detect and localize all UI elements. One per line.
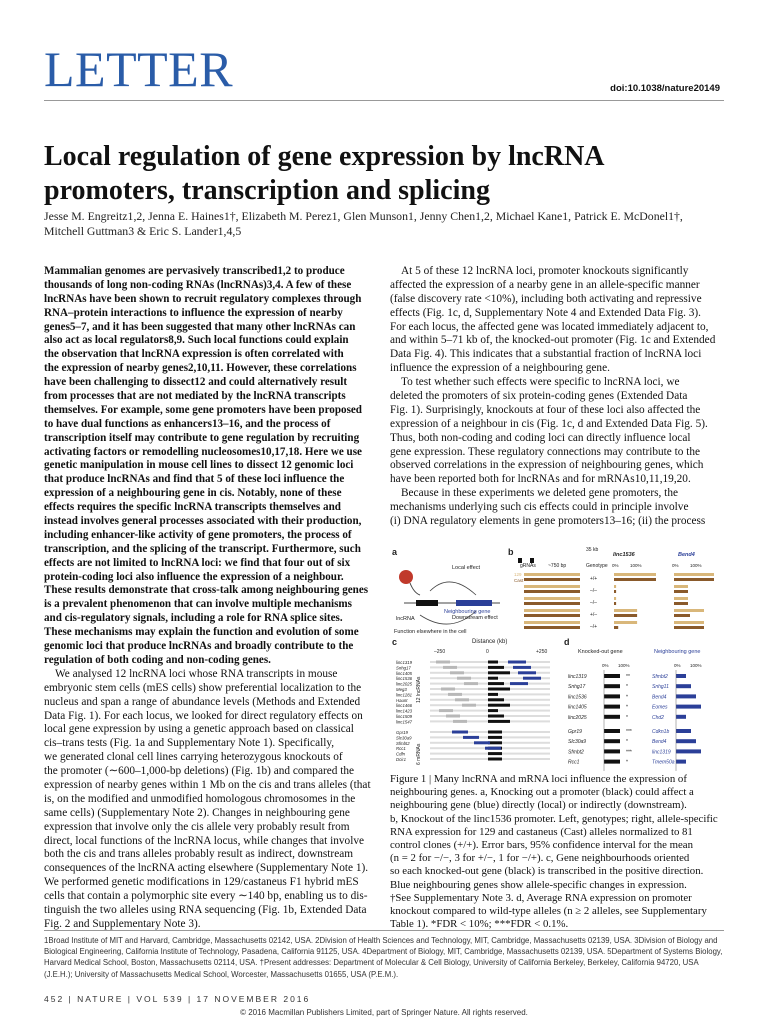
caption-line: (n = 2 for −/−, 3 for +/−, 1 for −/+). c, Gene neighbourhoods oriented (390, 852, 690, 865)
affiliation-line: Harvard Medical School, Boston, Massachusetts 02114, USA. †Present addresses: Department of Molecular & Cell Biology, University of California Berkeley, Berkeley, California 94720, USA (44, 958, 699, 968)
affiliation-line: 1Broad Institute of MIT and Harvard, Cambridge, Massachusetts 02142, USA. 2Division of Health Sciences and Technology, MIT, Cambridge, Massachusetts 02139, USA. 3Division of Biology and (44, 936, 718, 945)
neighbour-expression-bar (676, 760, 686, 764)
mrna-locus-label: Dcir1 (396, 757, 407, 762)
axis-tick-label: 100% (690, 563, 702, 568)
knocked-out-expression-bar (604, 684, 620, 688)
knocked-out-gene-name: Slc30a9 (568, 739, 587, 746)
axis-tick-label: 0% (612, 563, 619, 568)
caption-line: control clones (+/+). Error bars, 95% confidence interval for the mean (390, 838, 693, 851)
distance-tick: 0 (486, 649, 489, 655)
caption-line: Table 1). *FDR < 10%; ***FDR < 0.1%. (390, 918, 569, 931)
lncrna-locus-label: linc1423 (396, 708, 413, 714)
expression-bar-cast (614, 590, 616, 593)
knocked-out-gene-block (488, 677, 498, 680)
abstract-line: genes5–7, and it has been suggested that many other lncRNAs can (44, 320, 356, 333)
neighbour-expression-bar (676, 715, 686, 719)
body-line: gene expression. These regulatory connections may contribute to the (390, 445, 701, 458)
body-line: nucleus and span a range of abundance levels (Methods and Extended (44, 695, 361, 708)
abstract-line: themselves. For example, some gene promoters have been proposed (44, 403, 362, 416)
knocked-out-expression-bar (604, 705, 620, 709)
abstract-line: lncRNAs have been shown to recruit regulatory complexes through (44, 292, 362, 305)
body-line: is, on the modified and unmodified homologous chromosomes in the (44, 792, 356, 805)
caption-line: neighbouring gene (blue) directly (local) or indirectly (downstream). (390, 799, 687, 812)
neighbour-gene-block (446, 715, 460, 718)
abstract-line: regulation of both coding and non-coding genes. (44, 653, 271, 666)
body-line: affected the expression of a nearby gene in an allele-specific manner (390, 278, 700, 291)
genotype-value: +/+ (590, 576, 598, 582)
figure-1-graphic (390, 543, 720, 773)
body-line: and within 5–71 kb of, the knocked-out promoter (Fig. 1c and Extended (390, 334, 716, 347)
abstract-line: and cis-regulatory signals, including a role for RNA splice sites. (44, 612, 343, 625)
distance-tick: –250 (434, 649, 446, 655)
body-line: deleted the promoters of six protein-coding genes (Extended Data (390, 390, 688, 403)
neighbour-expression-bar (676, 729, 691, 733)
body-line: At 5 of these 12 lncRNA loci, promoter knockouts significantly (401, 265, 689, 277)
knocked-out-gene-block (488, 666, 504, 669)
author-line: Jesse M. Engreitz1,2, Jenna E. Haines1†, Elizabeth M. Perez1, Glen Munson1, Jenny Chen1,2, Michael Kane1, Patrick E. McDonel1†, (44, 209, 683, 223)
neighbouring-gene-header: Neighbouring gene (654, 649, 701, 655)
lncrna-locus-label: linc1281 (396, 692, 413, 698)
body-line: We performed genetic modifications in 129/castaneus F1 hybrid mES (44, 876, 359, 889)
knocked-out-gene-name: linc1536 (568, 694, 587, 701)
knocked-out-expression-bar (604, 749, 620, 753)
mrna-locus-label: Slc30a9 (396, 735, 412, 741)
page-footer: 452 | NATURE | VOL 539 | 17 NOVEMBER 2016 (44, 994, 311, 1004)
significance-marker: ** (626, 674, 630, 680)
abstract-line: These results demonstrate that cross-talk among neighbouring genes (44, 584, 369, 597)
lncrna-label: lncRNA (396, 616, 415, 622)
grna-marker (530, 558, 534, 563)
lncrna-locus-label: linc1466 (396, 703, 413, 709)
expression-bar-129 (614, 609, 637, 612)
caption-line: knockout compared to wild-type alleles (n ≥ 2 alleles, see Supplementary (390, 904, 707, 917)
expression-bar-129 (674, 585, 688, 588)
author-line: Mitchell Guttman3 & Eric S. Lander1,4,5 (44, 224, 242, 238)
allele-cast-track (524, 578, 580, 581)
expression-bar-cast (614, 578, 656, 581)
abstract-line: including enhancer-like activity of gene promoters, the process of (44, 528, 352, 541)
neighbour-gene-block (457, 677, 471, 680)
abstract-line: that produce lncRNAs and find that 5 of these loci influence the (44, 473, 345, 486)
body-line: (false discovery rate <10%), including both activating and repressive (390, 292, 702, 305)
caption-line: neighbouring genes. a, Knocking out a promoter (black) could affect a (390, 786, 694, 799)
significance-marker: * (626, 694, 628, 701)
knocked-out-gene-name: Gpr19 (568, 729, 582, 735)
caption-line: Blue neighbouring genes show allele-specific changes in expression. (390, 878, 687, 891)
body-line: expression of a neighbour in cis (Fig. 1c, d and Extended Data Fig. 5). (390, 417, 708, 430)
mrna-locus-label: Gpr19 (396, 730, 408, 735)
knocked-out-gene-name: linc1319 (568, 674, 587, 680)
neighbouring-gene-name: Cdkn1b (652, 729, 670, 735)
significance-marker: * (626, 739, 628, 746)
abstract-line: instead involves general processes associated with their production, (44, 515, 362, 528)
knocked-out-gene-name: Snhg17 (568, 684, 586, 691)
knocked-out-gene-block (488, 671, 510, 674)
affected-neighbour-block (510, 682, 528, 685)
footnote-rule (44, 930, 724, 931)
abstract-line: the observation that lncRNA expression is often correlated with (44, 348, 344, 361)
neighbour-gene-block (436, 661, 450, 664)
caption-line: b, Knockout of the linc1536 promoter. Left, genotypes; right, allele-specific (390, 812, 718, 825)
body-line: have been reported both for lncRNAs and for mRNAs10,11,19,20. (390, 473, 691, 486)
axis-tick-label: 0% (674, 663, 681, 668)
abstract-line: have been challenging to dissect12 and could alternatively result (44, 376, 348, 389)
abstract-line: is a prevalent phenomenon that can involve multiple mechanisms (44, 598, 352, 611)
allele-cast-track (524, 602, 580, 605)
neighbour-gene-block (453, 720, 467, 723)
affected-neighbour-block (518, 671, 536, 674)
expression-bar-129 (614, 621, 637, 624)
body-line: cells that contain a polymorphic site every ∼140 bp, enabling us to dis- (44, 890, 368, 903)
body-line: consequences of the lncRNA acting elsewhere (Supplementary Note 1). (44, 862, 369, 875)
group-label-lncrna: 12 lncRNAs (416, 676, 422, 703)
author-list (44, 209, 734, 239)
regulator-protein-icon (399, 570, 413, 584)
knocked-out-gene-block (488, 720, 510, 723)
mrna-locus-label: Cdfn (396, 751, 406, 757)
panel-label-b: b (508, 547, 514, 557)
expression-bar-cast (674, 602, 688, 605)
body-line: both the cis and trans alleles probably result as indirect, downstream (44, 848, 354, 861)
neighbour-gene-block (448, 693, 462, 696)
grna-marker (518, 558, 522, 563)
genotype-label: Genotype (586, 563, 608, 569)
significance-marker: * (626, 714, 628, 721)
allele-129-track (524, 597, 580, 600)
lncrna-locus-label: linc1509 (396, 714, 413, 719)
allele-129-track (524, 609, 580, 612)
knocked-out-expression-bar (604, 674, 620, 678)
knocked-out-gene-block (488, 698, 504, 701)
neighbouring-gene-block (456, 600, 492, 606)
right-column (390, 265, 720, 529)
expression-bar-129 (674, 609, 704, 612)
left-column (44, 265, 374, 932)
body-line: mechanisms underlying such cis effects could in principle involve (390, 501, 689, 514)
neighbour-gene-block (441, 688, 455, 691)
body-line: Fig. 1). Surprisingly, knockouts at four of these loci also affected the (390, 403, 701, 416)
function-elsewhere-label: Function elsewhere in the cell (394, 629, 467, 635)
knocked-out-gene-header: Knocked-out gene (578, 649, 623, 655)
neighbour-expression-bar (676, 684, 691, 688)
knocked-out-gene-block (488, 661, 498, 664)
knocked-out-gene-name: linc2025 (568, 714, 587, 721)
panel-label-c: c (392, 637, 398, 647)
axis-tick-label: 0% (672, 563, 679, 568)
expression-bar-cast (674, 626, 704, 629)
affiliation-line: Biological Engineering, California Institute of Technology, Pasadena, California 91125, USA. 4Department of Biology, MIT, Cambridge, Massachusetts 02139, USA. 5Department of Systems Biology, (44, 947, 723, 957)
knocked-out-gene-block (488, 688, 510, 691)
neighbouring-gene-name: Tmem50a (652, 759, 675, 766)
neighbour-gene-block (443, 666, 457, 669)
knocked-out-gene-block (488, 736, 502, 739)
expression-bar-129 (674, 597, 688, 600)
mrna-locus-label: Rcc1 (396, 746, 406, 752)
lncrna-locus-label: linc1547 (396, 719, 413, 725)
allele-cast-track (524, 590, 580, 593)
affected-neighbour-block (463, 736, 479, 739)
neighbour-gene-block (455, 698, 469, 701)
knocked-out-gene-name: Rcc1 (568, 759, 580, 766)
affected-neighbour-block (474, 741, 490, 744)
axis-tick-label: 0% (602, 663, 609, 668)
neighbour-gene-block (439, 709, 453, 712)
copyright-notice: © 2016 Macmillan Publishers Limited, part of Springer Nature. All rights reserved. (240, 1008, 528, 1017)
body-line: (i) DNA regulatory elements in gene promoters13–16; (ii) the process (390, 515, 706, 528)
knocked-out-gene-name: Sfmbt2 (568, 749, 584, 756)
linc1536-label: linc1536 (613, 552, 635, 558)
body-line: Because in these experiments we deleted gene promoters, the (401, 487, 678, 500)
neighbouring-gene-name: linc1319 (652, 749, 671, 756)
abstract-line: activating factors or remodelling nucleosomes10,17,18. Here we use (44, 445, 362, 458)
distance-axis-title: Distance (kb) (472, 639, 508, 645)
significance-marker: * (626, 684, 628, 691)
body-line: For each locus, the affected gene was located immediately adjacent to, (390, 320, 709, 333)
grnas-label: gRNAs (520, 563, 536, 569)
downstream-effect-label: Downstream effect (452, 615, 498, 621)
significance-marker: * (626, 704, 628, 711)
knocked-out-expression-bar (604, 729, 620, 733)
significance-marker: *** (626, 749, 632, 756)
affected-neighbour-block (452, 731, 468, 734)
knocked-out-gene-block (488, 709, 498, 712)
mrna-locus-label: Sfmbt2 (396, 740, 410, 746)
panel-label-d: d (564, 637, 570, 647)
abstract-line: effects requires the specific lncRNA transcripts themselves and (44, 501, 341, 514)
deletion-size-label: ~750 bp (548, 563, 567, 569)
abstract-line: These mechanisms may explain the function and evolution of some (44, 626, 359, 639)
neighbouring-gene-name: Chd2 (652, 714, 664, 721)
affected-neighbour-block (508, 661, 526, 664)
body-line: To test whether such effects were specific to lncRNA loci, we (401, 376, 680, 389)
lncrna-locus-label: linc2025 (396, 681, 413, 687)
body-line: embryonic stem cells (mES cells) show preferential localization to the (44, 681, 362, 694)
section-label: LETTER (44, 41, 234, 97)
neighbour-gene-block (450, 671, 464, 674)
body-line: Data Fig. 1). For each locus, we looked for direct regulatory effects on (44, 709, 363, 722)
neighbour-expression-bar (676, 749, 701, 753)
knocked-out-gene-name: linc1405 (568, 704, 587, 711)
axis-tick-label: 100% (630, 563, 642, 568)
knocked-out-gene-block (488, 752, 502, 755)
neighbour-expression-bar (676, 739, 696, 743)
abstract-line: genomic loci that produce lncRNAs and broadly contribute to the (44, 640, 354, 653)
abstract-line: genetic manipulation in mouse cell lines to dissect 12 genomic loci (44, 459, 354, 472)
title-line: promoters, transcription and splicing (44, 175, 490, 206)
neighbour-expression-bar (676, 694, 696, 698)
body-line: We analysed 12 lncRNA loci whose RNA transcripts in mouse (55, 667, 338, 680)
abstract-line: RNA–protein interactions to influence the expression of nearby (44, 306, 343, 319)
expression-bar-cast (674, 614, 690, 617)
significance-marker: *** (626, 729, 632, 735)
abstract-line: transcription itself may contribute to gene regulation by recruiting (44, 431, 360, 444)
body-line: tinguish the two alleles using RNA sequencing (Fig. 1b, Extended Data (44, 903, 367, 916)
distance-tick: +250 (536, 649, 548, 655)
body-line: effects (Fig. 1c, d, Supplementary Note 4 and Extended Data Fig. 3). (390, 306, 702, 319)
doi-link[interactable]: doi:10.1038/nature20149 (610, 83, 720, 94)
genotype-value: +/– (590, 612, 598, 618)
neighbour-gene-block (462, 704, 476, 707)
expression-bar-cast (614, 602, 616, 605)
genotype-value: –/– (590, 600, 597, 606)
caption-line: so each knocked-out gene (black) is transcribed in the positive direction. (390, 865, 704, 878)
title-line: Local regulation of gene expression by lncRNA (44, 141, 605, 172)
neighbouring-gene-name: Bend4 (652, 739, 667, 746)
expression-bar-cast (674, 578, 714, 581)
body-line: direct, local functions of the lncRNA locus, while changes that involve (44, 834, 364, 847)
axis-tick-label: 100% (690, 663, 702, 668)
body-line: the promoter (∼600–1,000-bp deletions) (Fig. 1b) and compared the (44, 765, 355, 778)
expression-bar-cast (674, 590, 688, 593)
neighbour-expression-bar (676, 674, 686, 678)
knocked-out-expression-bar (604, 715, 620, 719)
knocked-out-gene-block (488, 704, 510, 707)
allele-129-track (524, 573, 580, 576)
panel-label-a: a (392, 547, 398, 557)
neighbour-gene-block (464, 682, 478, 685)
abstract-line: to have dual functions as enhancers13–16, and the process of (44, 417, 331, 430)
header-rule (44, 100, 724, 101)
body-line: Thus, both non-coding and coding loci can directly influence local (390, 431, 691, 444)
expression-bar-129 (674, 621, 704, 624)
lncrna-locus-label: Snhg17 (396, 665, 411, 671)
allele-129-track (524, 585, 580, 588)
abstract-line: thousands of long non-coding RNAs (lncRNAs)3,4. A few of these (44, 278, 352, 291)
neighbouring-gene-name: Eomes (652, 704, 668, 711)
affected-neighbour-block (485, 747, 501, 750)
body-line: same cells) (Supplementary Note 2). Changes in neighbouring gene (44, 806, 350, 819)
expression-bar-cast (614, 626, 618, 629)
caption-line: Figure 1 | Many lncRNA and mRNA loci influence the expression of (390, 773, 687, 785)
neighbouring-gene-name: Snhg11 (652, 684, 669, 691)
neighbour-expression-bar (676, 705, 701, 709)
bend4-label: Bend4 (678, 552, 695, 558)
expression-bar-129 (614, 597, 616, 600)
caption-line: RNA expression for 129 and castaneus (Cast) alleles normalized to 81 (390, 825, 693, 838)
knocked-out-gene-block (488, 741, 502, 744)
affected-neighbour-block (523, 677, 541, 680)
article-title (44, 140, 734, 208)
caption-line: †See Supplementary Note 3. d, Average RNA expression on promoter (390, 891, 692, 904)
distance-scale-label: 35 kb (586, 547, 599, 553)
body-line: expression of nearby genes within 1 Mb on the cis and trans alleles (that (44, 778, 371, 791)
affiliations (44, 935, 724, 980)
affiliation-line: (J.E.H.); University of Massachusetts Medical School, Worcester, Massachusetts 01655, USA (P.E.M.). (44, 969, 399, 979)
neighbouring-gene-label: Neighbouring gene (444, 609, 491, 615)
lncrna-locus-label: Meg3 (396, 687, 407, 692)
genotype-value: –/+ (590, 624, 598, 630)
group-label-mrna: 6 mRNAs (416, 743, 422, 765)
expression-bar-cast (614, 614, 637, 617)
body-line: Data Fig. 4). This indicates that a substantial fraction of lncRNA loci (390, 348, 702, 361)
abstract-line: expression of a neighbouring gene in cis. Notably, none of these (44, 487, 342, 500)
knocked-out-gene-block (488, 731, 502, 734)
allele-cast-track (524, 614, 580, 617)
axis-tick-label: 100% (618, 663, 630, 668)
local-effect-label: Local effect (452, 565, 481, 571)
lncrna-locus-block (416, 600, 438, 606)
lncrna-locus-label: linc1405 (396, 670, 413, 676)
lncrna-locus-label: Haunt (396, 697, 408, 703)
body-line: observed correlations in the expression of neighbouring genes, which (390, 459, 704, 472)
knocked-out-gene-block (488, 715, 504, 718)
lncrna-locus-label: linc1319 (396, 660, 413, 665)
significance-marker: * (626, 759, 628, 766)
body-line: we generated clonal cell lines carrying heterozygous knockouts of (44, 751, 343, 764)
knocked-out-expression-bar (604, 760, 620, 764)
lncrna-locus-label: linc1536 (396, 676, 413, 682)
knocked-out-expression-bar (604, 739, 620, 743)
expression-bar-129 (614, 585, 616, 588)
abstract-line: from processes that are not mediated by the lncRNA transcripts (44, 390, 346, 403)
body-line: local gene expression by using a genetic approach based on classical (44, 723, 354, 736)
neighbouring-gene-name: Bend4 (652, 694, 667, 701)
figure-1 (390, 543, 720, 773)
knocked-out-gene-block (488, 758, 502, 761)
abstract-line: Mammalian genomes are pervasively transcribed1,2 to produce (44, 265, 345, 277)
body-line: Fig. 2 and Supplementary Note 3). (44, 917, 201, 930)
abstract-line: transcription, and the splicing of the transcript. Furthermore, such (44, 542, 361, 555)
expression-bar-129 (674, 573, 714, 576)
allele-cast-track (524, 626, 580, 629)
body-line: influence the expression of a neighbouring gene. (390, 362, 610, 375)
allele-129-track (524, 621, 580, 624)
figure-caption (390, 773, 722, 931)
body-line: expression that involve only the cis allele very probably result from (44, 820, 350, 833)
abstract (44, 265, 374, 668)
abstract-line: also act as local regulators8,9. Such local functions could explain (44, 334, 349, 347)
expression-bar-129 (614, 573, 656, 576)
affected-neighbour-block (513, 666, 531, 669)
body-line: cis–trans tests (Fig. 1a and Supplementary Note 1). Specifically, (44, 737, 335, 750)
abstract-line: protein-coding loci also influence the expression of a neighbour. (44, 570, 344, 583)
allele-129-label: 129 (514, 572, 522, 577)
abstract-line: effects are not limited to lncRNA loci: we find that four out of six (44, 556, 351, 569)
body-text-left (44, 668, 374, 932)
knocked-out-expression-bar (604, 694, 620, 698)
knocked-out-gene-block (488, 682, 504, 685)
genotype-value: –/– (590, 588, 597, 594)
neighbouring-gene-name: Sfmbt2 (652, 674, 668, 680)
knocked-out-gene-block (488, 693, 498, 696)
lncrna-strand-icon (410, 583, 420, 595)
local-effect-arrow (430, 582, 476, 595)
abstract-line: the expression of nearby genes2,10,11. However, these correlations (44, 362, 357, 375)
allele-cast-label: Cast (514, 578, 524, 583)
